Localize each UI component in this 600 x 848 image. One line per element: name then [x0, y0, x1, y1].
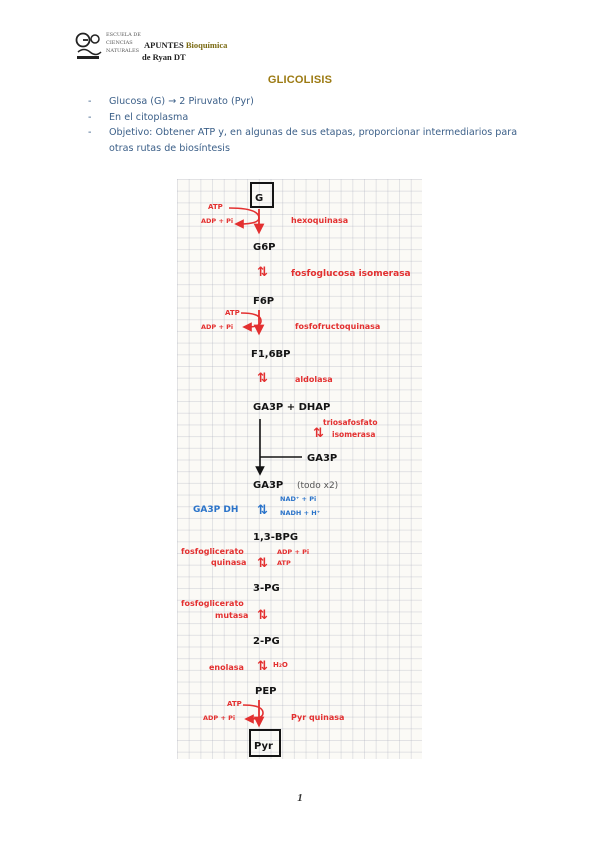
enzyme-hexoquinasa: hexoquinasa	[291, 216, 349, 225]
metabolite-g6p: G6P	[253, 242, 276, 253]
reversible-arrow-icon: ⇅	[257, 556, 268, 571]
metabolite-pyr: Pyr	[254, 741, 273, 752]
enzyme-pyr-quinasa: Pyr quinasa	[291, 713, 345, 722]
metabolite-pep: PEP	[255, 686, 277, 697]
atp-production-arrow	[243, 705, 263, 719]
atp-consumption-arrow	[241, 313, 261, 327]
document-header	[74, 30, 274, 70]
metabolite-f16bp: F1,6BP	[251, 349, 291, 360]
cofactor-adp-pi: ADP + Pi	[201, 217, 234, 225]
logo-school-line: NATURALES	[106, 48, 140, 54]
author-name: de Ryan DT	[142, 52, 186, 62]
metabolite-3-pg: 3-PG	[253, 583, 280, 594]
cofactor-atp: ATP	[227, 700, 242, 708]
list-item: - Glucosa (G) → 2 Piruvato (Pyr)	[88, 94, 538, 110]
reversible-arrow-icon: ⇅	[313, 426, 324, 441]
enzyme-triosafosfato-isomerasa: triosafosfato	[323, 418, 378, 427]
metabolite-ga3p-branch: GA3P	[307, 453, 338, 464]
cofactor-adp-pi: ADP + Pi	[277, 548, 310, 556]
reversible-arrow-icon: ⇅	[257, 608, 268, 623]
cofactor-atp: ATP	[225, 309, 240, 317]
enzyme-triosafosfato-isomerasa: isomerasa	[332, 430, 376, 439]
enzyme-enolasa: enolasa	[209, 663, 244, 672]
reversible-arrow-icon: ⇅	[257, 265, 268, 280]
enzyme-aldolasa: aldolasa	[295, 375, 333, 384]
reversible-arrow-icon: ⇅	[257, 371, 268, 386]
metabolite-ga3p-dhap: GA3P + DHAP	[253, 402, 331, 413]
page-title: GLICOLISIS	[267, 74, 333, 86]
note-todo-x2: (todo x2)	[297, 481, 339, 491]
logo-school-line: CIENCIAS	[106, 40, 133, 46]
list-item: - Objetivo: Obtener ATP y, en algunas de sus etapas, proporcionar intermediarios para otras rutas de biosíntesis	[88, 125, 538, 156]
brand-name: APUNTES	[144, 40, 184, 50]
logo-school-line: ESCUELA DE	[106, 32, 141, 38]
list-item: - En el citoplasma	[88, 110, 538, 126]
enzyme-fosfoglucosa-isomerasa: fosfoglucosa isomerasa	[291, 269, 411, 279]
reversible-arrow-icon: ⇅	[257, 659, 268, 674]
cofactor-adp-pi: ADP + Pi	[203, 714, 236, 722]
enzyme-fosfoglicerato-quinasa: fosfoglicerato	[181, 547, 244, 556]
cofactor-nadh-h: NADH + H⁺	[280, 509, 321, 517]
header-brand-line	[144, 40, 227, 50]
reversible-arrow-icon: ⇅	[257, 503, 268, 518]
school-logo-icon	[74, 30, 104, 66]
cofactor-atp: ATP	[208, 203, 223, 211]
cofactor-h2o: H₂O	[273, 661, 288, 669]
metabolite-ga3p: GA3P	[253, 480, 284, 491]
enzyme-fosfofructoquinasa: fosfofructoquinasa	[295, 322, 381, 331]
summary-list	[88, 94, 538, 156]
cofactor-adp-pi: ADP + Pi	[201, 323, 234, 331]
metabolite-1-3-bpg: 1,3-BPG	[253, 532, 299, 543]
glycolysis-diagram	[177, 179, 422, 759]
enzyme-fosfoglicerato-mutasa: mutasa	[215, 611, 249, 620]
pathway-drawing	[177, 179, 422, 759]
cofactor-atp: ATP	[277, 559, 291, 567]
metabolite-f6p: F6P	[253, 296, 275, 307]
page-number: 1	[297, 792, 303, 804]
subject-name: Bioquímica	[185, 40, 228, 50]
enzyme-fosfoglicerato-mutasa: fosfoglicerato	[181, 599, 244, 608]
cofactor-nad-pi: NAD⁺ + Pi	[280, 495, 317, 503]
metabolite-g: G	[255, 193, 264, 204]
enzyme-fosfoglicerato-quinasa: quinasa	[211, 558, 247, 567]
atp-consumption-arrow	[229, 208, 259, 224]
enzyme-ga3p-dh: GA3P DH	[193, 505, 239, 515]
metabolite-2-pg: 2-PG	[253, 636, 280, 647]
